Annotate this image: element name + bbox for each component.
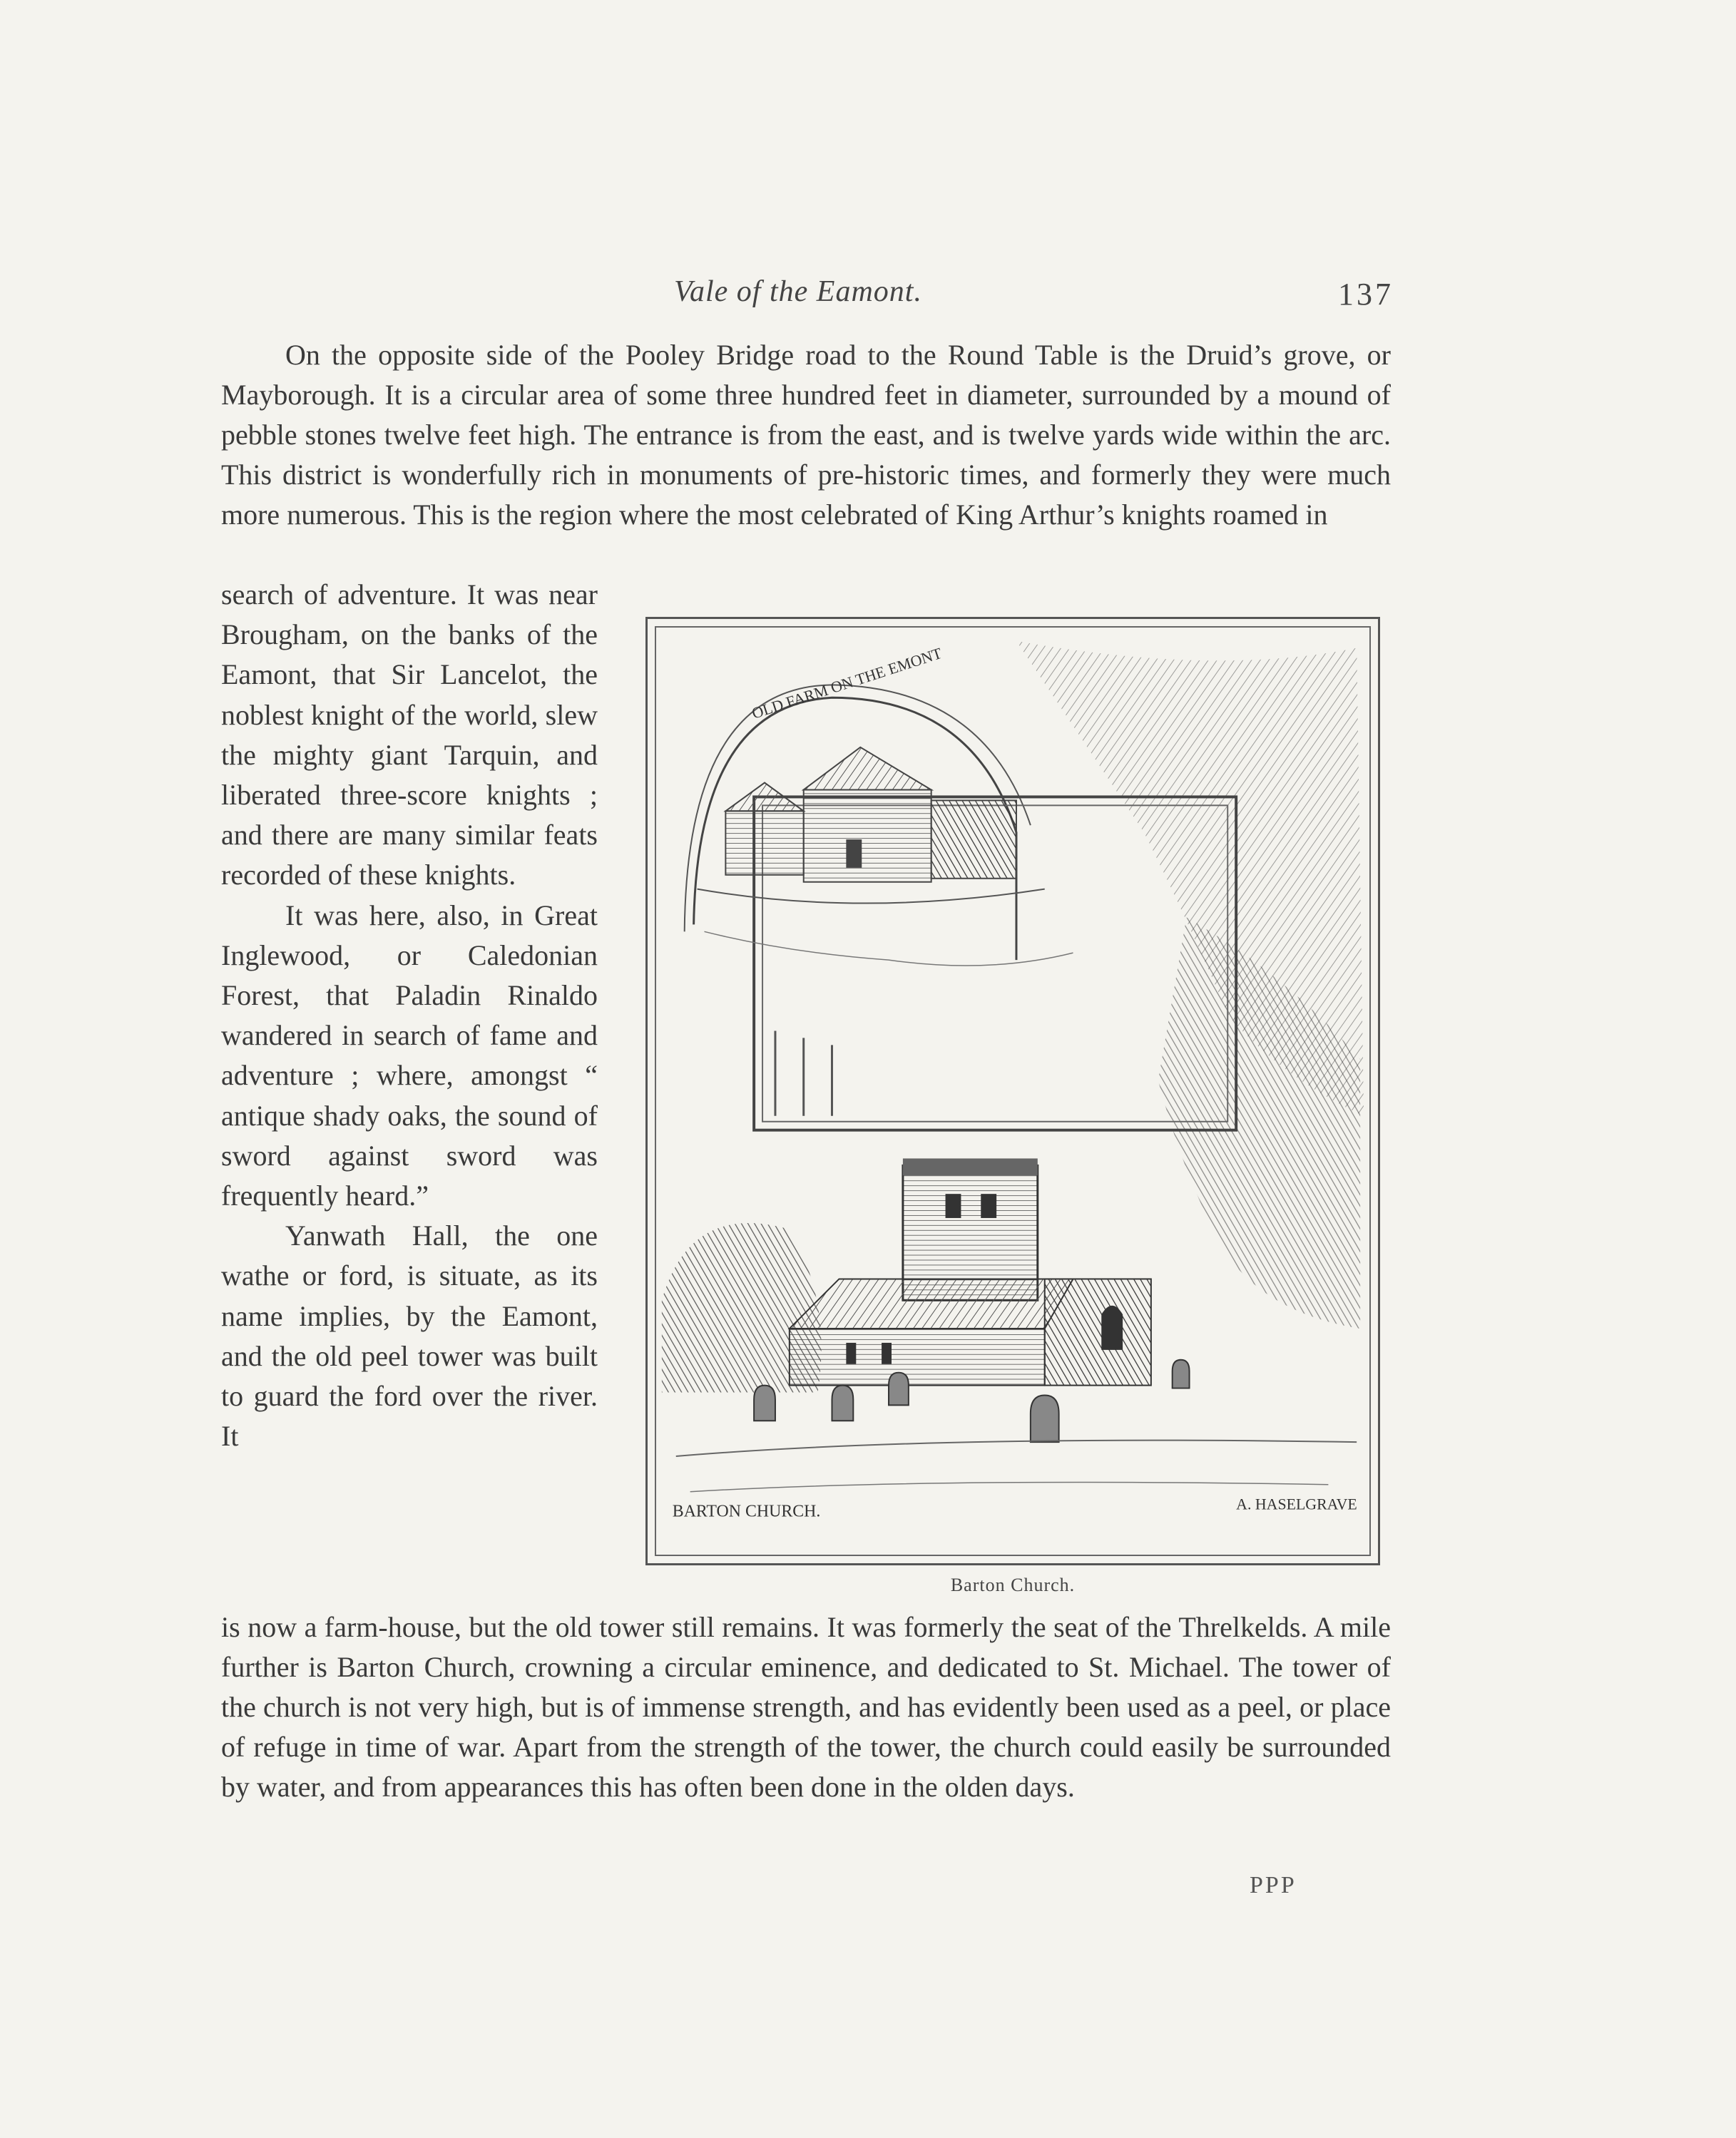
barton-church-engraving (648, 619, 1378, 1563)
paragraph-3-continued: is now a farm-house, but the old tower still remains. It was formerly the seat of the Threlkelds. A mile further is Barton Church, crowning a circular eminence, and dedicated to St. Michael. The tower of the church is not very high, but is of immense strength, and has evidently been used as a peel, or place of refuge in time of war. Apart from the strength of the tower, the church could easily be surrounded by water, and from appearances this has often been done in the olden days. (221, 1611, 1391, 1803)
narrow-text-column (221, 575, 598, 1456)
running-head (0, 275, 1736, 317)
church-chancel (1045, 1279, 1151, 1385)
artist-signature: A. HASELGRAVE (1236, 1495, 1357, 1513)
closing-paragraph (221, 1607, 1391, 1807)
church-nave (790, 1329, 1045, 1386)
illustration-plate (645, 617, 1380, 1565)
paragraph-1: On the opposite side of the Pooley Bridge road to the Round Table is the Druid’s grove, or Mayborough. It is a circular area of some three hundred feet in diameter, surrounded by a mound of pebble stones twelve feet high. The entrance is from the east, and is twelve yards wide within the arc. This district is wonderfully rich in monuments of pre-historic times, and formerly they were much more numerous. This is the region where the most celebrated of King Arthur’s knights roamed in (221, 339, 1391, 531)
figure-caption: Barton Church. (950, 1575, 1076, 1595)
running-title: Vale of the Eamont. (674, 275, 922, 308)
paragraph-2: It was here, also, in Great Inglewood, or Caledonian Forest, that Paladin Rinaldo wandered in search of fame and adventure ; where, amongst “ antique shady oaks, the sound of sword against sword was frequently heard.” (221, 899, 598, 1212)
church-roof (790, 1279, 1073, 1329)
signature-mark: PPP (1250, 1872, 1297, 1898)
paragraph-1-continued: search of adventure. It was near Brougham, on the banks of the Eamont, that Sir Lancelot, the noblest knight of the world, slew the mighty giant Tarquin, and liberated three-score knights ; and there are many similar feats recorded of these knights. (221, 578, 598, 891)
opening-paragraph (221, 335, 1391, 535)
paragraph-3: Yanwath Hall, the one wathe or ford, is situate, as its name implies, by the Eamont, and the old peel tower was built to guard the ford over the river. It (221, 1219, 598, 1453)
page-number: 137 (1338, 277, 1394, 312)
inset-label: OLD FARM ON THE EMONT (750, 644, 944, 722)
plate-label: BARTON CHURCH. (672, 1502, 821, 1521)
